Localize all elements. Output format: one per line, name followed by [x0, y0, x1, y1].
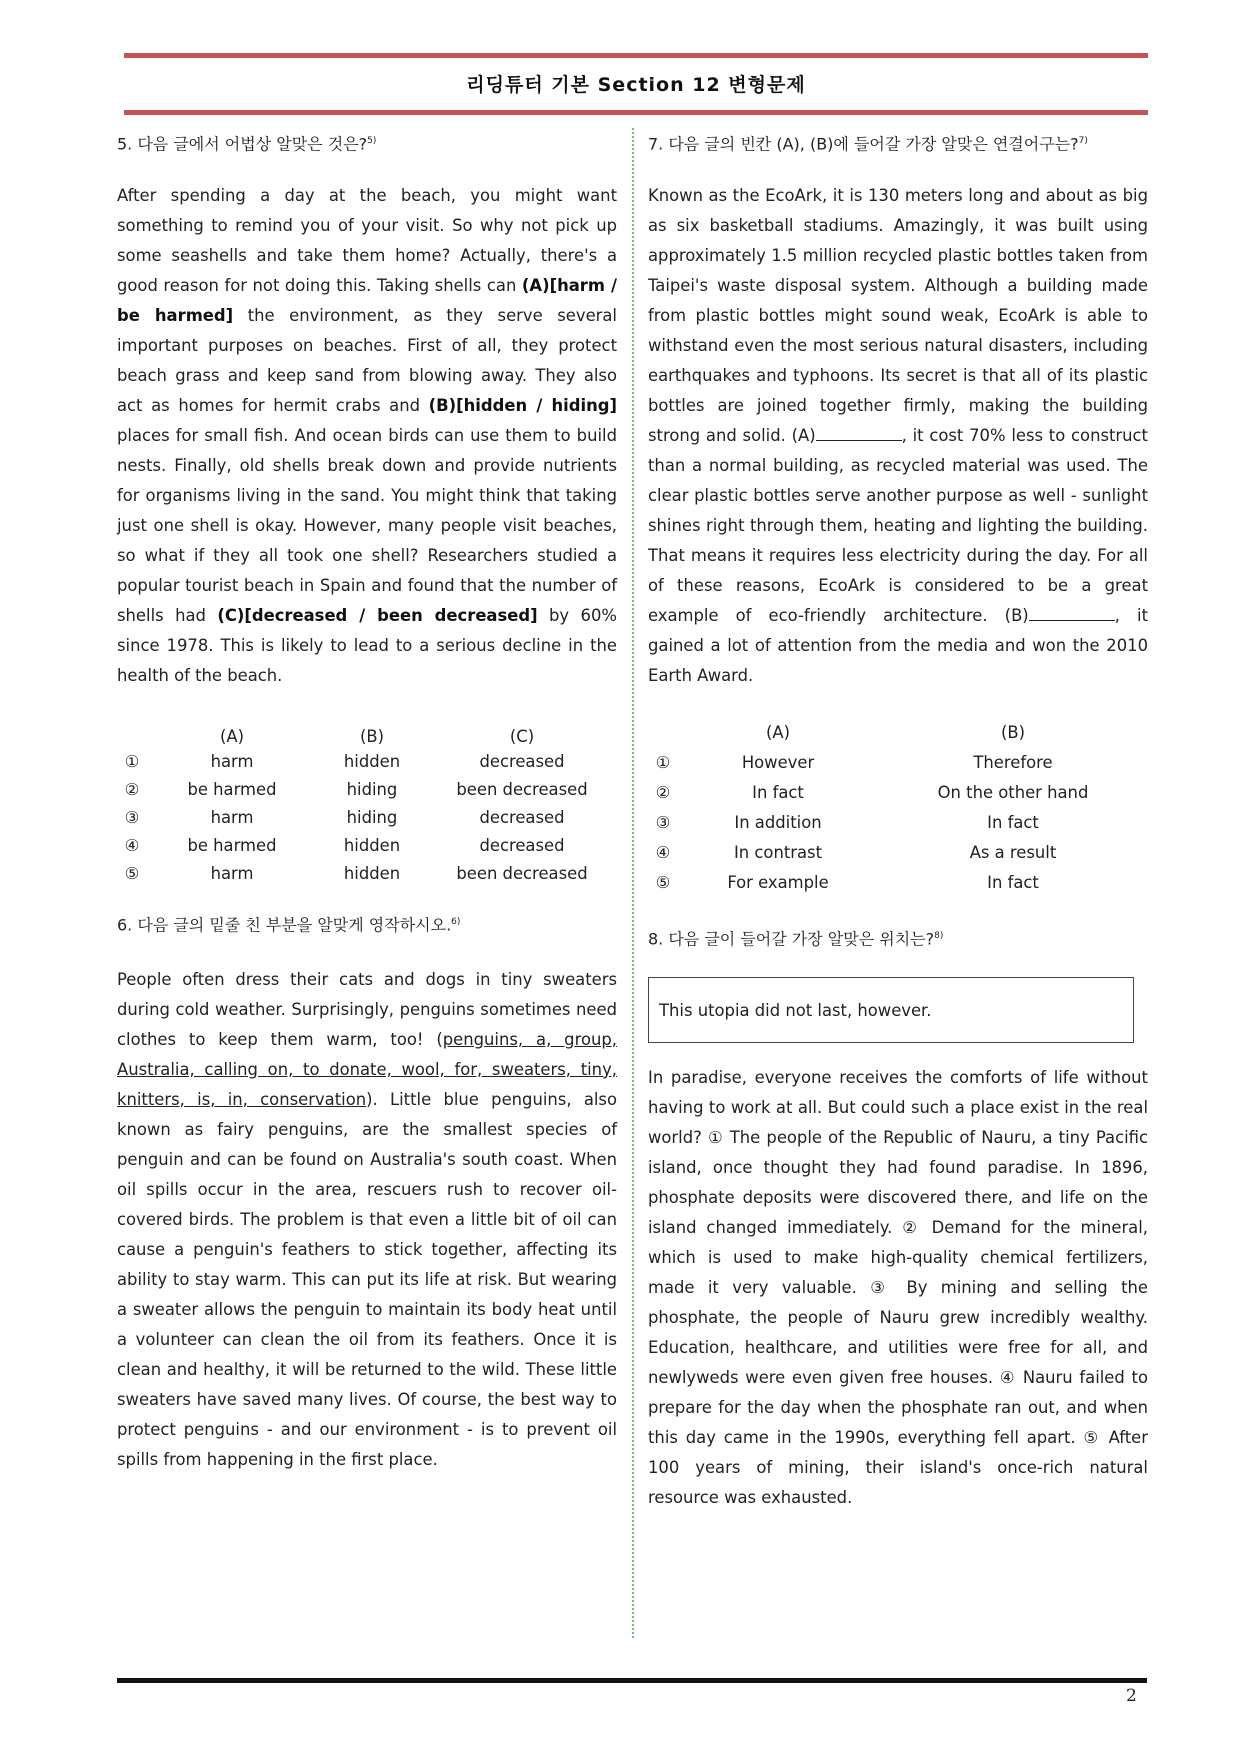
grammar-choice-b: (B)[hidden / hiding] — [428, 396, 617, 416]
question-5-passage: After spending a day at the beach, you might want something to remind you of your visit. So why not pick up some seashells and take them home? Actually, there's a good reason for not doing this. Taking shells can (A)[harm / be harmed] the environment, as they serve several important purposes on beaches. First of all, they protect beach grass and keep sand from blowing away. They also act as homes for hermit crabs and (B)[hidden / hiding] places for small fish. And ocean birds can use them to build nests. Finally, old shells break down and provide nutrients for organisms living in the sand. You might think that taking just one shell is okay. However, many people visit beaches, so what if they all took one shell? Researchers studied a popular tourist beach in Spain and found that the number of shells had (C)[decreased / been decreased] by 60% since 1978. This is likely to lead to a serious decline in the health of the beach. — [117, 186, 617, 686]
question-6-passage: People often dress their cats and dogs in tiny sweaters during cold weather. Surprisingly, penguins sometimes need clothes to keep them warm, too! (penguins, a, group, Australia, calling on, to donate, wool, for, sweaters, tiny, knitters, is, in, conservation). Little blue penguins, also known as fairy penguins, are the smallest species of penguin and can be found on Australia's south coast. When oil spills occur in the area, rescuers rush to recover oil-covered birds. The problem is that even a little bit of oil can cause a penguin's feathers to stick together, affecting its ability to stay warm. This can put its life at risk. But wearing a sweater allows the penguin to maintain its body heat until a volunteer can clean the oil from its feathers. Once it is clean and healthy, it will be returned to the wild. These little sweaters have saved many lives. Of course, the best way to protect penguins - and our environment - is to prevent oil spills from happening in the first place. — [117, 969, 617, 1469]
choice-row[interactable]: ⑤ For example In fact — [655, 872, 1039, 892]
page-number: 2 — [1126, 1686, 1137, 1706]
grammar-choice-c: (C)[decreased / been decreased] — [217, 606, 538, 626]
column-header: (B) — [1000, 722, 1026, 742]
question-5-choices — [117, 725, 617, 887]
footnote-ref: 5) — [367, 136, 377, 146]
choice-row[interactable]: ① However Therefore — [655, 752, 1053, 772]
question-7-title: 7. 다음 글의 빈칸 (A), (B)에 들어갈 가장 알맞은 연결어구는?$^{7)}$ — [648, 134, 1088, 154]
page-title: 리딩튜터 기본 Section 12 변형문제 — [466, 74, 806, 96]
choice-row[interactable]: ④ In contrast As a result — [655, 842, 1057, 862]
insert-sentence-box: This utopia did not last, however. — [648, 977, 1134, 1043]
header-bottom-rule — [124, 110, 1148, 115]
header-top-rule — [124, 53, 1148, 58]
column-header: (B) — [359, 726, 385, 746]
column-divider — [632, 128, 634, 1638]
blank-b-label: (B) — [1004, 606, 1029, 626]
choice-row[interactable]: ⑤ harm hidden been decreased — [124, 863, 588, 883]
blank-a — [816, 426, 902, 441]
choice-row[interactable]: ③ In addition In fact — [655, 812, 1039, 832]
footer-rule — [117, 1678, 1147, 1683]
grammar-choice-a: (A)[harm / be harmed] — [117, 276, 617, 326]
choice-row[interactable]: ② In fact On the other hand — [655, 782, 1089, 802]
choice-row[interactable]: ④ be harmed hidden decreased — [124, 835, 565, 855]
question-8 — [648, 921, 1148, 1512]
choice-row[interactable]: ③ harm hiding decreased — [124, 807, 565, 827]
column-header: (A) — [219, 726, 244, 746]
question-5-title: 5. 다음 글에서 어법상 알맞은 것은?$^{5)}$ — [117, 134, 377, 154]
question-7-passage: Known as the EcoArk, it is 130 meters long and about as big as six basketball stadiums. Amazingly, it was built using approximately 1.5 million recycled plastic bottles taken from Taipei's waste disposal system. Although a building made from plastic bottles might sound weak, EcoArk is able to withstand even the most serious natural disasters, including earthquakes and typhoons. Its secret is that all of its plastic bottles are joined together firmly, making the building strong and solid. (A) , it cost 70% less to construct than a normal building, as recycled material was used. The clear plastic bottles serve another purpose as well - sunlight shines right through them, heating and lighting the building. That means it requires less electricity during the day. For all of these reasons, EcoArk is considered to be a great example of eco-friendly architecture. (B) , it gained a lot of attention from the media and won the 2010 Earth Award. — [648, 186, 1149, 686]
column-header: (C) — [509, 726, 535, 746]
choice-row[interactable]: ② be harmed hiding been decreased — [124, 779, 588, 799]
right-column — [648, 126, 1148, 1513]
blank-a-label: (A) — [791, 426, 816, 446]
blank-b — [1029, 606, 1115, 621]
question-8-passage: In paradise, everyone receives the comforts of life without having to work at all. But could such a place exist in the real world? ① The people of the Republic of Nauru, a tiny Pacific island, once thought they had found paradise. In 1896, phosphate deposits were discovered there, and life on the island changed immediately. ② Demand for the mineral, which is used to make high-quality chemical fertilizers, made it very valuable. ③ By mining and selling the phosphate, the people of Nauru grew incredibly wealthy. Education, healthcare, and utilities were free for all, and newlyweds were even given free houses. ④ Nauru failed to prepare for the day when the phosphate ran out, and when this day came in the 1990s, everything fell apart. ⑤ After 100 years of mining, their island's once-rich natural resource was exhausted. — [648, 1067, 1148, 1507]
footnote-ref: 7) — [1078, 136, 1088, 146]
choice-row[interactable]: ① harm hidden decreased — [124, 751, 565, 771]
question-6-title: 6. 다음 글의 밑줄 친 부분을 알맞게 영작하시오.$^{6)}$ — [117, 915, 461, 935]
question-6 — [117, 907, 617, 1474]
column-header: (A) — [765, 722, 790, 742]
footnote-ref: 8) — [934, 931, 944, 942]
left-column — [117, 126, 617, 1475]
question-8-title: 8. 다음 글이 들어갈 가장 알맞은 위치는?$^{8)}$ — [648, 929, 944, 949]
question-7 — [648, 126, 1148, 897]
underlined-scramble: penguins, a, group, Australia, calling on, to donate, wool, for, sweaters, tiny, knitters, is, in, conservation — [117, 1029, 617, 1109]
question-5 — [117, 126, 617, 887]
question-7-choices — [648, 717, 1148, 897]
footnote-ref: 6) — [451, 917, 461, 928]
